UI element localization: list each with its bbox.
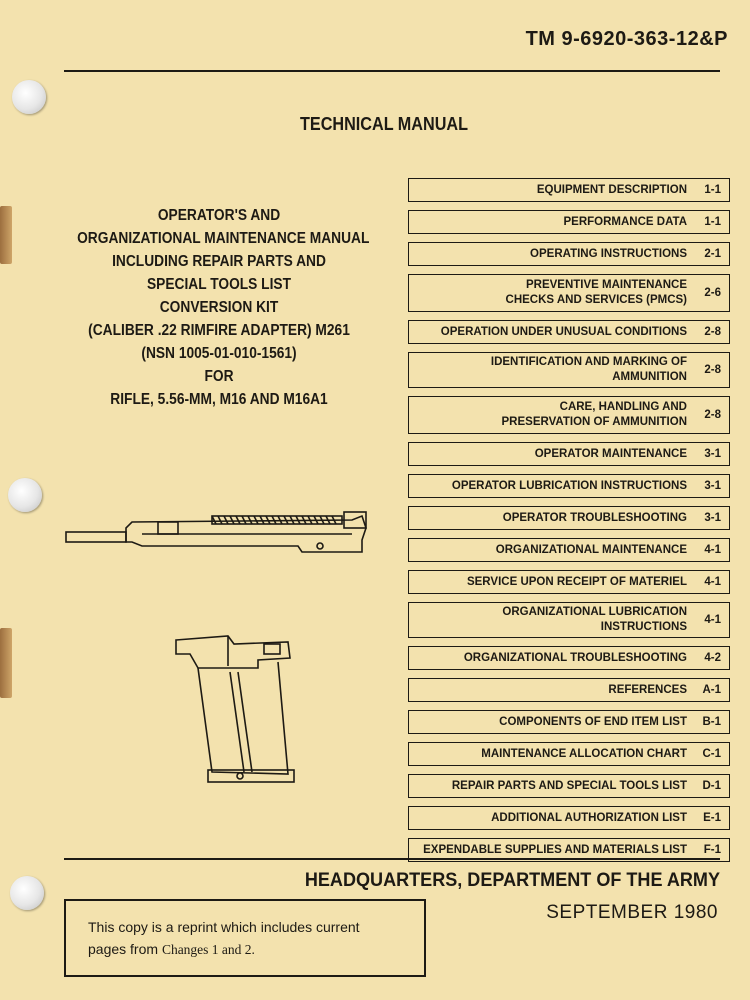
toc-label: IDENTIFICATION AND MARKING OF AMMUNITION — [490, 356, 687, 383]
reprint-line-2-prefix: pages from — [88, 941, 162, 957]
punch-hole-bottom — [10, 876, 44, 910]
toc-page: B-1 — [702, 716, 721, 728]
toc-page: F-1 — [703, 844, 721, 856]
toc-page: 4-1 — [704, 544, 721, 556]
title-line: RIFLE, 5.56-MM, M16 AND M16A1 — [110, 391, 328, 408]
toc-item[interactable] — [408, 274, 730, 312]
toc-item[interactable] — [408, 320, 730, 344]
reprint-line-2 — [88, 938, 402, 961]
toc-page: 2-8 — [704, 364, 721, 376]
toc-label: OPERATOR MAINTENANCE — [534, 447, 687, 460]
toc-page: 2-6 — [704, 287, 721, 299]
title-line: (CALIBER .22 RIMFIRE ADAPTER) M261 — [88, 322, 350, 339]
toc-item[interactable] — [408, 570, 730, 594]
toc-item[interactable] — [408, 602, 730, 638]
toc-label: ORGANIZATIONAL LUBRICATION INSTRUCTIONS — [502, 606, 687, 633]
toc-item[interactable] — [408, 646, 730, 670]
toc-page: 1-1 — [704, 184, 721, 196]
toc-label: OPERATOR LUBRICATION INSTRUCTIONS — [451, 479, 687, 492]
toc-item[interactable] — [408, 806, 730, 830]
toc-item[interactable] — [408, 396, 730, 434]
toc-page: 4-1 — [704, 614, 721, 626]
toc-item[interactable] — [408, 442, 730, 466]
contents-index — [408, 178, 730, 870]
toc-label: OPERATING INSTRUCTIONS — [530, 247, 687, 260]
toc-label: ORGANIZATIONAL MAINTENANCE — [495, 543, 687, 556]
toc-item[interactable] — [408, 242, 730, 266]
toc-label: REFERENCES — [608, 683, 687, 696]
title-line: INCLUDING REPAIR PARTS AND — [112, 253, 326, 270]
manual-title-block — [54, 204, 384, 411]
toc-item[interactable] — [408, 178, 730, 202]
toc-item[interactable] — [408, 210, 730, 234]
toc-label: MAINTENANCE ALLOCATION CHART — [481, 747, 687, 760]
publication-date: SEPTEMBER 1980 — [546, 902, 718, 923]
toc-page: 3-1 — [704, 480, 721, 492]
toc-page: 2-8 — [704, 409, 721, 421]
toc-page: 3-1 — [704, 512, 721, 524]
punch-hole-middle — [8, 478, 42, 512]
toc-label: CARE, HANDLING AND PRESERVATION OF AMMUNITION — [501, 401, 687, 428]
reprint-notice-box — [64, 899, 426, 977]
toc-item[interactable] — [408, 710, 730, 734]
binding-mark-top — [0, 206, 12, 264]
top-rule — [64, 70, 720, 72]
toc-item[interactable] — [408, 352, 730, 388]
toc-label: PERFORMANCE DATA — [563, 215, 687, 228]
issuing-authority: HEADQUARTERS, DEPARTMENT OF THE ARMY — [304, 870, 720, 891]
toc-label: EQUIPMENT DESCRIPTION — [536, 183, 687, 196]
magazine-adapter-drawing — [168, 632, 308, 792]
toc-page: 2-1 — [704, 248, 721, 260]
punch-hole-top — [12, 80, 46, 114]
toc-page: D-1 — [702, 780, 721, 792]
toc-item[interactable] — [408, 506, 730, 530]
toc-item[interactable] — [408, 474, 730, 498]
toc-page: 3-1 — [704, 448, 721, 460]
toc-page: 1-1 — [704, 216, 721, 228]
toc-label: PREVENTIVE MAINTENANCE CHECKS AND SERVICES (PMCS) — [505, 279, 687, 306]
toc-label: EXPENDABLE SUPPLIES AND MATERIALS LIST — [423, 843, 687, 856]
toc-label: ADDITIONAL AUTHORIZATION LIST — [491, 811, 687, 824]
document-type-heading: TECHNICAL MANUAL — [300, 114, 468, 134]
binding-mark-bottom — [0, 628, 12, 698]
toc-item[interactable] — [408, 742, 730, 766]
toc-label: SERVICE UPON RECEIPT OF MATERIEL — [466, 575, 687, 588]
bolt-adapter-drawing — [62, 508, 382, 568]
toc-label: OPERATOR TROUBLESHOOTING — [502, 511, 687, 524]
title-line: OPERATOR'S AND — [157, 207, 281, 224]
toc-label: COMPONENTS OF END ITEM LIST — [499, 715, 687, 728]
toc-page: 4-1 — [704, 576, 721, 588]
title-line: (NSN 1005-01-010-1561) — [141, 345, 297, 362]
title-line: SPECIAL TOOLS LIST — [147, 276, 291, 293]
tm-number: TM 9-6920-363-12&P — [525, 28, 728, 50]
title-line: ORGANIZATIONAL MAINTENANCE MANUAL — [77, 230, 370, 247]
toc-page: 4-2 — [704, 652, 721, 664]
toc-label: ORGANIZATIONAL TROUBLESHOOTING — [463, 651, 687, 664]
toc-page: E-1 — [703, 812, 721, 824]
title-line: CONVERSION KIT — [159, 299, 279, 316]
toc-page: A-1 — [702, 684, 721, 696]
toc-label: OPERATION UNDER UNUSUAL CONDITIONS — [440, 325, 687, 338]
toc-item[interactable] — [408, 774, 730, 798]
toc-page: 2-8 — [704, 326, 721, 338]
reprint-line-1: This copy is a reprint which includes current — [88, 919, 360, 935]
reprint-changes: Changes 1 and 2. — [161, 942, 255, 957]
toc-page: C-1 — [702, 748, 721, 760]
title-line: FOR — [204, 368, 234, 385]
toc-label: REPAIR PARTS AND SPECIAL TOOLS LIST — [451, 779, 687, 792]
toc-item[interactable] — [408, 678, 730, 702]
bottom-rule — [64, 858, 720, 860]
toc-item[interactable] — [408, 538, 730, 562]
